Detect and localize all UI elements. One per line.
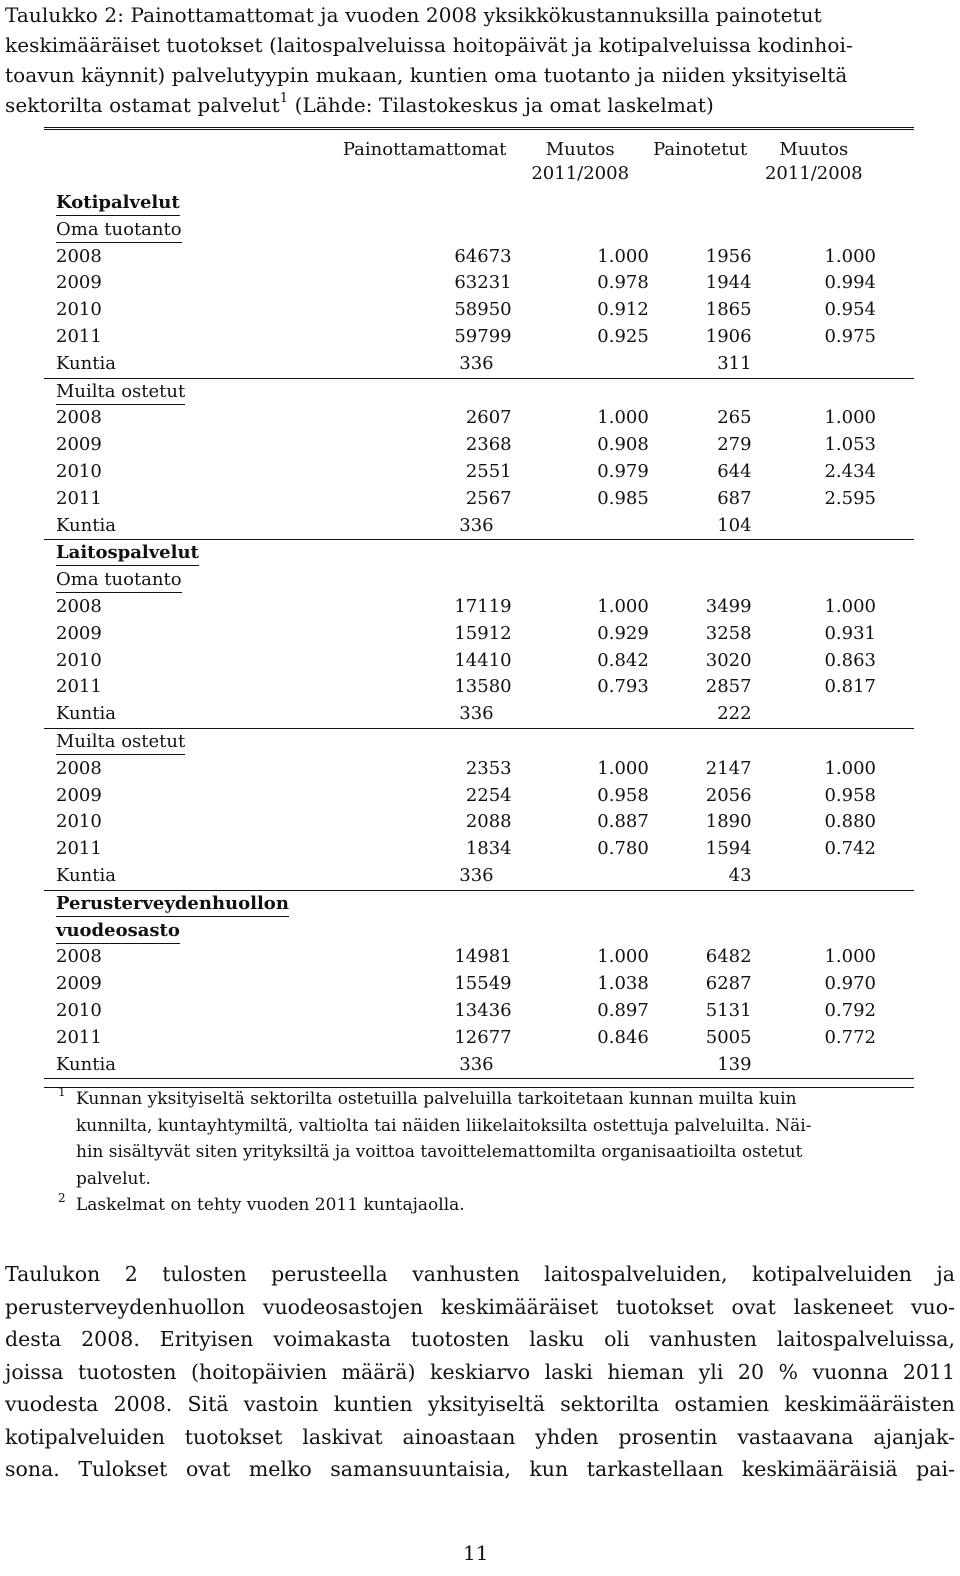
change-cell: 0.929 <box>597 622 649 644</box>
change-cell: 0.887 <box>597 811 649 833</box>
weighted-cell: 3499 <box>705 595 752 617</box>
change-weighted-cell: 2.434 <box>824 460 876 482</box>
unweighted-cell: 13580 <box>454 676 512 698</box>
change-weighted-cell: 0.975 <box>824 325 876 347</box>
empty-cell <box>752 217 914 244</box>
change-cell: 0.979 <box>597 460 649 482</box>
kuntia-row <box>44 351 914 378</box>
section-title-text: Kotipalvelut <box>56 191 180 216</box>
year-cell: 2008 <box>56 595 102 617</box>
empty-cell <box>512 567 649 594</box>
empty-cell <box>512 540 649 567</box>
weighted-cell: 265 <box>717 407 752 429</box>
kuntia-label: Kuntia <box>44 351 298 378</box>
unweighted-cell: 2353 <box>465 757 512 779</box>
year-cell: 2011 <box>56 676 102 698</box>
caption-line: toavun käynnit) palvelutyypin mukaan, kuntien oma tuotanto ja niiden yksityiseltä <box>5 63 848 87</box>
group-label <box>44 728 914 755</box>
change-weighted-cell: 1.000 <box>824 245 876 267</box>
change-weighted-cell: 2.595 <box>824 487 876 509</box>
footnote-mark: 2 <box>58 1191 66 1205</box>
section-title <box>44 918 914 945</box>
empty-cell <box>649 567 752 594</box>
group-label <box>44 378 914 405</box>
kuntia-weighted: 104 <box>649 513 752 540</box>
year-cell: 2008 <box>56 245 102 267</box>
kuntia-weighted: 43 <box>649 863 752 890</box>
empty-cell <box>649 918 752 945</box>
empty-cell <box>512 918 649 945</box>
table-row <box>44 459 914 486</box>
paragraph-line: vuodesta 2008. Sitä vastoin kuntien yksityiseltä sektorilta ostamien keskimääräisten <box>5 1392 955 1416</box>
table-row <box>44 621 914 648</box>
change-cell: 1.000 <box>597 757 649 779</box>
header-text: Muutos <box>779 139 849 160</box>
empty-cell <box>752 701 914 728</box>
section-title-cell <box>44 190 298 217</box>
unweighted-cell: 15912 <box>454 622 512 644</box>
group-label <box>44 217 914 244</box>
empty-cell <box>298 890 512 917</box>
year-cell: 2009 <box>56 973 102 995</box>
weighted-cell: 1890 <box>705 811 752 833</box>
group-label-cell <box>44 567 298 594</box>
kuntia-row <box>44 701 914 728</box>
section-title <box>44 540 914 567</box>
weighted-cell: 3020 <box>705 649 752 671</box>
year-cell: 2009 <box>56 434 102 456</box>
table-row <box>44 1025 914 1052</box>
empty-cell <box>298 918 512 945</box>
empty-cell <box>752 378 914 405</box>
change-cell: 0.925 <box>597 325 649 347</box>
weighted-cell: 3258 <box>705 622 752 644</box>
footnote-mark: 1 <box>58 1085 66 1099</box>
unweighted-cell: 14410 <box>454 649 512 671</box>
table-row <box>44 648 914 675</box>
unweighted-cell: 1834 <box>465 838 512 860</box>
empty-cell <box>649 540 752 567</box>
header-text: 2011/2008 <box>764 163 863 184</box>
empty-cell <box>512 701 649 728</box>
change-weighted-cell: 0.863 <box>824 649 876 671</box>
change-cell: 0.846 <box>597 1026 649 1048</box>
table-row <box>44 405 914 432</box>
table-row <box>44 324 914 351</box>
change-weighted-cell: 0.880 <box>824 811 876 833</box>
table-body <box>44 134 914 1079</box>
year-cell: 2010 <box>56 811 102 833</box>
kuntia-label: Kuntia <box>44 701 298 728</box>
section-title-cell <box>44 540 298 567</box>
weighted-cell: 6482 <box>705 946 752 968</box>
change-weighted-cell: 1.000 <box>824 595 876 617</box>
empty-cell <box>752 728 914 755</box>
group-label-text: Muilta ostetut <box>56 380 185 405</box>
unweighted-cell: 59799 <box>454 325 512 347</box>
weighted-cell: 2056 <box>705 784 752 806</box>
data-table <box>44 127 914 1088</box>
footnote-line: Kunnan yksityiseltä sektorilta ostetuilla palveluilla tarkoitetaan kunnan muilta kuin <box>76 1089 797 1109</box>
empty-cell <box>512 890 649 917</box>
paragraph-line: desta 2008. Erityisen voimakasta tuotosten lasku oli vanhusten laitospalveluissa, <box>5 1327 955 1351</box>
change-cell: 0.842 <box>597 649 649 671</box>
kuntia-label: Kuntia <box>44 1052 298 1079</box>
caption-line <box>5 90 955 120</box>
kuntia-row <box>44 1052 914 1079</box>
header-cell-empty <box>44 134 298 190</box>
year-cell: 2011 <box>56 838 102 860</box>
unweighted-cell: 2368 <box>465 434 512 456</box>
group-label-text: Oma tuotanto <box>56 568 182 593</box>
weighted-cell: 279 <box>717 434 752 456</box>
weighted-cell: 5131 <box>705 999 752 1021</box>
footnote-line: palvelut. <box>76 1168 151 1189</box>
group-label-cell <box>44 217 298 244</box>
table-row <box>44 998 914 1025</box>
paragraph-line: kotipalveluiden tuotokset laskivat ainoastaan yhden prosentin vastaavana ajanjak- <box>5 1424 955 1449</box>
empty-cell <box>752 863 914 890</box>
footnotes <box>58 1086 918 1219</box>
empty-cell <box>752 567 914 594</box>
header-text: Muutos <box>545 139 615 160</box>
change-weighted-cell: 1.000 <box>824 757 876 779</box>
table-row <box>44 836 914 863</box>
empty-cell <box>298 567 512 594</box>
empty-cell <box>752 890 914 917</box>
year-cell: 2008 <box>56 946 102 968</box>
group-label <box>44 567 914 594</box>
kuntia-unweighted: 336 <box>298 513 512 540</box>
year-cell: 2010 <box>56 460 102 482</box>
empty-cell <box>298 540 512 567</box>
year-cell: 2009 <box>56 784 102 806</box>
header-change-2 <box>752 134 914 190</box>
table-caption <box>5 0 955 120</box>
section-title <box>44 190 914 217</box>
body-paragraph <box>5 1258 955 1486</box>
empty-cell <box>512 378 649 405</box>
change-weighted-cell: 0.994 <box>824 272 876 294</box>
kuntia-row <box>44 513 914 540</box>
empty-cell <box>512 190 649 217</box>
kuntia-weighted: 139 <box>649 1052 752 1079</box>
empty-cell <box>512 513 649 540</box>
weighted-cell: 1594 <box>705 838 752 860</box>
change-weighted-cell: 1.053 <box>824 434 876 456</box>
empty-cell <box>649 217 752 244</box>
empty-cell <box>512 1052 649 1079</box>
change-weighted-cell: 0.931 <box>824 622 876 644</box>
kuntia-row <box>44 863 914 890</box>
table-row <box>44 756 914 783</box>
footnote-line: hin sisältyvät siten yrityksiltä ja voittoa tavoittelemattomilta organisaatioilta ostetut <box>76 1142 803 1162</box>
unweighted-cell: 12677 <box>454 1026 512 1048</box>
empty-cell <box>512 863 649 890</box>
year-cell: 2010 <box>56 999 102 1021</box>
empty-cell <box>512 217 649 244</box>
section-title-cell <box>44 890 298 917</box>
unweighted-cell: 63231 <box>454 272 512 294</box>
paragraph-line: Taulukon 2 tulosten perusteella vanhusten laitospalveluiden, kotipalveluiden ja <box>5 1262 955 1286</box>
empty-cell <box>752 190 914 217</box>
table-row <box>44 297 914 324</box>
empty-cell <box>512 351 649 378</box>
empty-cell <box>752 1052 914 1079</box>
change-cell: 0.780 <box>597 838 649 860</box>
empty-cell <box>649 190 752 217</box>
change-weighted-cell: 0.958 <box>824 784 876 806</box>
empty-cell <box>752 351 914 378</box>
change-cell: 0.793 <box>597 676 649 698</box>
empty-cell <box>298 378 512 405</box>
change-weighted-cell: 0.954 <box>824 299 876 321</box>
year-cell: 2009 <box>56 622 102 644</box>
year-cell: 2010 <box>56 649 102 671</box>
footnote-line: kunnilta, kuntayhtymiltä, valtiolta tai näiden liikelaitoksilta ostettuja palveluilta. Näi- <box>76 1115 812 1136</box>
section-title <box>44 890 914 917</box>
year-cell: 2011 <box>56 325 102 347</box>
change-weighted-cell: 0.742 <box>824 838 876 860</box>
weighted-cell: 5005 <box>705 1026 752 1048</box>
footnote-2 <box>58 1192 918 1219</box>
weighted-cell: 1956 <box>705 245 752 267</box>
unweighted-cell: 2088 <box>465 811 512 833</box>
empty-cell <box>298 190 512 217</box>
footnote-ref: 1 <box>279 91 289 107</box>
unweighted-cell: 2551 <box>465 460 512 482</box>
top-rule <box>44 127 914 134</box>
weighted-cell: 2857 <box>705 676 752 698</box>
empty-cell <box>649 890 752 917</box>
change-weighted-cell: 0.792 <box>824 999 876 1021</box>
change-cell: 0.985 <box>597 487 649 509</box>
change-cell: 0.912 <box>597 299 649 321</box>
change-cell: 1.000 <box>597 245 649 267</box>
unweighted-cell: 2254 <box>465 784 512 806</box>
table-row <box>44 809 914 836</box>
group-label-text: Muilta ostetut <box>56 730 185 755</box>
unweighted-cell: 15549 <box>454 973 512 995</box>
unweighted-cell: 13436 <box>454 999 512 1021</box>
empty-cell <box>649 728 752 755</box>
weighted-cell: 2147 <box>705 757 752 779</box>
change-weighted-cell: 1.000 <box>824 407 876 429</box>
change-cell: 0.908 <box>597 434 649 456</box>
empty-cell <box>298 217 512 244</box>
change-cell: 1.000 <box>597 946 649 968</box>
weighted-cell: 644 <box>717 460 752 482</box>
unweighted-cell: 14981 <box>454 946 512 968</box>
kuntia-unweighted: 336 <box>298 863 512 890</box>
caption-line: keskimääräiset tuotokset (laitospalveluissa hoitopäivät ja kotipalveluissa kodinhoi- <box>5 33 853 57</box>
kuntia-weighted: 311 <box>649 351 752 378</box>
change-cell: 0.897 <box>597 999 649 1021</box>
output-table <box>44 134 914 1079</box>
kuntia-label: Kuntia <box>44 513 298 540</box>
change-cell: 0.958 <box>597 784 649 806</box>
group-label-cell <box>44 378 298 405</box>
weighted-cell: 687 <box>717 487 752 509</box>
unweighted-cell: 2567 <box>465 487 512 509</box>
table-row <box>44 783 914 810</box>
header-change-1 <box>512 134 649 190</box>
change-weighted-cell: 0.772 <box>824 1026 876 1048</box>
year-cell: 2008 <box>56 757 102 779</box>
empty-cell <box>298 728 512 755</box>
caption-text: sektorilta ostamat palvelut <box>5 93 280 117</box>
weighted-cell: 1865 <box>705 299 752 321</box>
section-title-text: Laitospalvelut <box>56 541 199 566</box>
weighted-cell: 1906 <box>705 325 752 347</box>
empty-cell <box>752 513 914 540</box>
table-row <box>44 486 914 513</box>
section-title-cell <box>44 918 298 945</box>
header-text: 2011/2008 <box>531 163 630 184</box>
footnote-line: Laskelmat on tehty vuoden 2011 kuntajaolla. <box>76 1195 465 1215</box>
table-row <box>44 944 914 971</box>
weighted-cell: 1944 <box>705 272 752 294</box>
kuntia-unweighted: 336 <box>298 701 512 728</box>
kuntia-unweighted: 336 <box>298 351 512 378</box>
change-weighted-cell: 0.970 <box>824 973 876 995</box>
unweighted-cell: 64673 <box>454 245 512 267</box>
table-row <box>44 432 914 459</box>
table-row <box>44 594 914 621</box>
kuntia-unweighted: 336 <box>298 1052 512 1079</box>
year-cell: 2010 <box>56 299 102 321</box>
caption-line: Taulukko 2: Painottamattomat ja vuoden 2008 yksikkökustannuksilla painotetut <box>5 3 822 27</box>
kuntia-weighted: 222 <box>649 701 752 728</box>
caption-text: (Lähde: Tilastokeskus ja omat laskelmat) <box>288 93 714 117</box>
page-number: 11 <box>463 1541 489 1565</box>
change-cell: 0.978 <box>597 272 649 294</box>
empty-cell <box>512 728 649 755</box>
change-cell: 1.000 <box>597 595 649 617</box>
unweighted-cell: 2607 <box>465 407 512 429</box>
table-row <box>44 674 914 701</box>
paragraph-line: sona. Tulokset ovat melko samansuuntaisia, kun tarkastellaan keskimääräisiä pai- <box>5 1457 955 1481</box>
year-cell: 2009 <box>56 272 102 294</box>
group-label-cell <box>44 728 298 755</box>
table-row <box>44 244 914 271</box>
change-cell: 1.000 <box>597 407 649 429</box>
section-title-text: vuodeosasto <box>56 919 180 944</box>
change-weighted-cell: 0.817 <box>824 676 876 698</box>
year-cell: 2008 <box>56 407 102 429</box>
paragraph-line: perusterveydenhuollon vuodeosastojen keskimääräiset tuotokset ovat laskeneet vuo- <box>5 1294 955 1319</box>
change-cell: 1.038 <box>597 973 649 995</box>
unweighted-cell: 17119 <box>454 595 512 617</box>
footnote-1 <box>58 1086 918 1192</box>
year-cell: 2011 <box>56 1026 102 1048</box>
empty-cell <box>752 918 914 945</box>
year-cell: 2011 <box>56 487 102 509</box>
table-header-row <box>44 134 914 190</box>
kuntia-label: Kuntia <box>44 863 298 890</box>
unweighted-cell: 58950 <box>454 299 512 321</box>
header-unweighted: Painottamattomat <box>342 139 507 160</box>
weighted-cell: 6287 <box>705 973 752 995</box>
change-weighted-cell: 1.000 <box>824 946 876 968</box>
table-row <box>44 270 914 297</box>
group-label-text: Oma tuotanto <box>56 218 182 243</box>
header-weighted: Painotetut <box>653 139 748 160</box>
empty-cell <box>649 378 752 405</box>
table-row <box>44 971 914 998</box>
empty-cell <box>752 540 914 567</box>
section-title-text: Perusterveydenhuollon <box>56 892 289 917</box>
paragraph-line: joissa tuotosten (hoitopäivien määrä) keskiarvo laski hieman yli 20 % vuonna 2011 <box>5 1359 955 1384</box>
